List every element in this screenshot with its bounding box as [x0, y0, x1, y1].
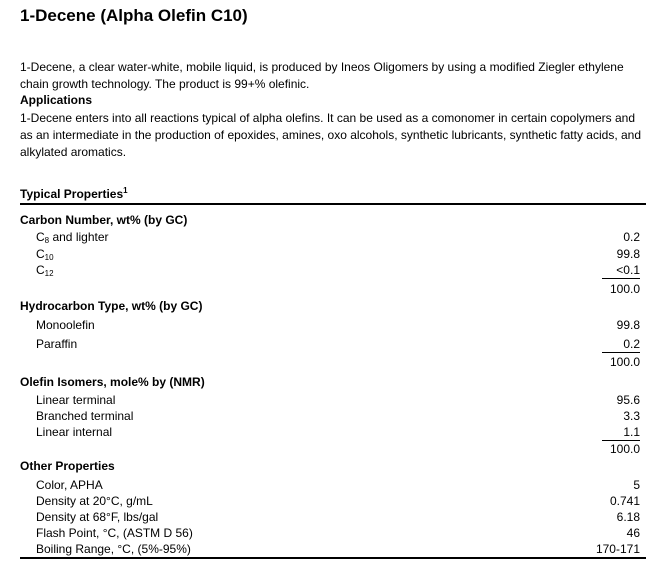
header-rule	[20, 203, 646, 205]
subtotal-rule	[602, 440, 640, 441]
carbon-number-heading: Carbon Number, wt% (by GC)	[20, 213, 188, 227]
applications-paragraph: 1-Decene enters into all reactions typical of alpha olefins. It can be used as a comonomer in certain copolymers and as an intermediate in the production of epoxides, amines, oxo alcohols, synthetic lubricants, synthetic fatty acids, and alkylated aromatics.	[20, 111, 642, 159]
row-value: 1.1	[623, 425, 640, 439]
row-value: 170-171	[595, 542, 640, 556]
label-subscript: 12	[44, 269, 54, 278]
table-row	[36, 393, 640, 409]
table-row	[36, 494, 640, 510]
table-row	[36, 510, 640, 526]
olefin-isomers-heading: Olefin Isomers, mole% by (NMR)	[20, 375, 205, 389]
row-label: Monoolefin	[36, 318, 95, 332]
table-row	[36, 318, 640, 334]
table-row	[36, 478, 640, 494]
row-label: Density at 20°C, g/mL	[36, 494, 153, 508]
label-subscript: 10	[44, 253, 54, 262]
table-row	[36, 425, 640, 441]
table-row	[36, 526, 640, 542]
total-value: 100.0	[609, 282, 640, 296]
total-value: 100.0	[609, 355, 640, 369]
table-row	[36, 409, 640, 425]
row-label: Boiling Range, °C, (5%-95%)	[36, 542, 191, 556]
page-title: 1-Decene (Alpha Olefin C10)	[20, 6, 248, 25]
row-value: 95.6	[616, 393, 640, 407]
table-row	[36, 230, 640, 246]
footnote-mark: 1	[123, 186, 128, 195]
row-label	[36, 247, 54, 261]
subtotal-rule	[602, 278, 640, 279]
row-value: 0.2	[623, 337, 640, 351]
row-label: Linear terminal	[36, 393, 116, 407]
row-label	[36, 263, 54, 277]
intro-paragraph: 1-Decene, a clear water-white, mobile liquid, is produced by Ineos Oligomers by using a modified Ziegler ethylene chain growth technology. The product is 99+% olefinic.	[20, 60, 624, 91]
label-subscript: 8	[44, 236, 50, 245]
row-label: Density at 68°F, lbs/gal	[36, 510, 159, 524]
subtotal-rule	[602, 352, 640, 353]
label-prefix: C	[36, 247, 45, 261]
row-value: 5	[633, 478, 640, 492]
label-prefix: C	[36, 230, 45, 244]
table-bottom-rule	[20, 557, 646, 559]
row-label	[36, 230, 109, 244]
table-row	[36, 247, 640, 263]
table-row	[36, 542, 640, 558]
row-value: 99.8	[616, 247, 640, 261]
typical-properties-label: Typical Properties	[20, 187, 124, 201]
other-properties-heading: Other Properties	[20, 459, 115, 473]
total-value: 100.0	[609, 442, 640, 456]
row-value: 6.18	[616, 510, 640, 524]
typical-properties-heading	[20, 186, 128, 201]
row-value: 0.2	[623, 230, 640, 244]
row-label: Paraffin	[36, 337, 78, 351]
label-suffix: and lighter	[49, 230, 109, 244]
row-value: 3.3	[623, 409, 640, 423]
row-value: 46	[626, 526, 640, 540]
table-row	[36, 263, 640, 279]
row-label: Linear internal	[36, 425, 113, 439]
row-label: Flash Point, °C, (ASTM D 56)	[36, 526, 193, 540]
hydrocarbon-type-heading: Hydrocarbon Type, wt% (by GC)	[20, 299, 203, 313]
row-value: <0.1	[616, 263, 640, 277]
label-prefix: C	[36, 263, 45, 277]
row-value: 0.741	[609, 494, 640, 508]
row-value: 99.8	[616, 318, 640, 332]
applications-heading: Applications	[20, 93, 93, 107]
table-row	[36, 337, 640, 353]
row-label: Color, APHA	[36, 478, 103, 492]
row-label: Branched terminal	[36, 409, 134, 423]
